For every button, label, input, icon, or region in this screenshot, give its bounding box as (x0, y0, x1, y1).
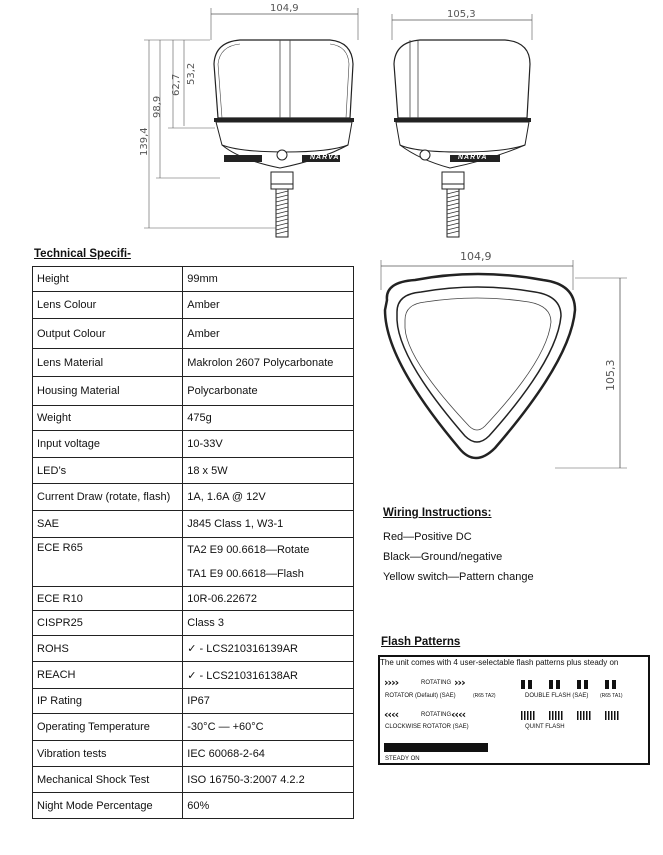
spec-value: IP67 (183, 689, 354, 714)
spec-value: 10-33V (183, 431, 354, 458)
table-row (33, 538, 354, 587)
wiring-line: Yellow switch—Pattern change (383, 571, 534, 583)
spec-value: Makrolon 2607 Polycarbonate (183, 349, 354, 377)
spec-label: IP Rating (33, 689, 183, 714)
rotator-code: (R65 TA2) (473, 693, 496, 699)
table-row (33, 511, 354, 538)
double-flash-label: DOUBLE FLASH (SAE) (525, 693, 589, 699)
flash-heading: Flash Patterns (381, 636, 461, 648)
spec-value: 60% (183, 793, 354, 819)
table-row (33, 662, 354, 689)
table-row (33, 406, 354, 431)
spec-value: Polycarbonate (183, 377, 354, 406)
spec-label: CISPR25 (33, 611, 183, 636)
cw-label: CLOCKWISE ROTATOR (SAE) (385, 724, 469, 730)
table-row (33, 431, 354, 458)
brand-logo-side: NARVA (310, 154, 340, 161)
cw-arrows-left: ‹‹‹‹ (384, 708, 399, 721)
double-flash-code: (R65 TA1) (600, 693, 623, 699)
brand-logo-front: NARVA (458, 154, 488, 161)
table-row (33, 793, 354, 819)
top-width-dimension: 104,9 (460, 250, 492, 263)
spec-value: 10R-06.22672 (183, 587, 354, 611)
cw-word: ROTATING (421, 712, 452, 718)
spec-label: Lens Colour (33, 292, 183, 319)
rotator-label: ROTATOR (Default) (SAE) (385, 693, 456, 699)
table-row (33, 611, 354, 636)
wiring-line: Black—Ground/negative (383, 551, 503, 563)
table-row (33, 587, 354, 611)
spec-value: 1A, 1.6A @ 12V (183, 484, 354, 511)
spec-label: ECE R65 (33, 538, 183, 587)
spec-label: Mechanical Shock Test (33, 767, 183, 793)
table-row (33, 714, 354, 741)
spec-label: Vibration tests (33, 741, 183, 767)
table-row (33, 349, 354, 377)
front-width-dimension: 105,3 (447, 9, 476, 20)
top-view-drawing (375, 250, 635, 475)
table-row (33, 319, 354, 349)
spec-table (32, 266, 354, 819)
spec-label: Output Colour (33, 319, 183, 349)
spec-value: 99mm (183, 267, 354, 292)
wiring-heading: Wiring Instructions: (383, 507, 492, 519)
table-row (33, 767, 354, 793)
flash-intro: The unit comes with 4 user-selectable flash patterns plus steady on (380, 658, 619, 667)
spec-label: Housing Material (33, 377, 183, 406)
wiring-line: Red—Positive DC (383, 531, 472, 543)
rotator-word: ROTATING (421, 680, 452, 686)
spec-label: Input voltage (33, 431, 183, 458)
side-width-dimension: 104,9 (270, 3, 299, 14)
spec-value: ISO 16750-3:2007 4.2.2 (183, 767, 354, 793)
steady-on-bar (384, 743, 488, 752)
spec-label: SAE (33, 511, 183, 538)
top-depth-dimension: 105,3 (604, 359, 617, 391)
total-height-dimension: 139,4 (139, 127, 150, 156)
spec-value: Class 3 (183, 611, 354, 636)
spec-value: 18 x 5W (183, 458, 354, 484)
quint-flash-icon (521, 711, 631, 721)
spec-value: -30°C — +60°C (183, 714, 354, 741)
rotator-arrows-left: ›››› (384, 676, 399, 689)
spec-label: REACH (33, 662, 183, 689)
spec-label: Weight (33, 406, 183, 431)
spec-label: Current Draw (rotate, flash) (33, 484, 183, 511)
spec-label: Lens Material (33, 349, 183, 377)
table-row (33, 741, 354, 767)
table-row (33, 377, 354, 406)
table-row (33, 636, 354, 662)
spec-value-line: TA1 E9 00.6618—Flash (187, 568, 304, 580)
table-row (33, 458, 354, 484)
cw-arrows-right: ‹‹‹‹ (451, 708, 466, 721)
spec-value: IEC 60068-2-64 (183, 741, 354, 767)
steady-on-label: STEADY ON (385, 756, 420, 762)
table-row (33, 292, 354, 319)
spec-label: ROHS (33, 636, 183, 662)
side-view-drawing (130, 0, 380, 245)
lens-height-dimension: 53,2 (186, 62, 197, 85)
spec-value: Amber (183, 319, 354, 349)
double-flash-icon (521, 678, 631, 690)
spec-heading: Technical Specifi- (34, 248, 131, 260)
spec-value: J845 Class 1, W3-1 (183, 511, 354, 538)
spec-label: Height (33, 267, 183, 292)
quint-flash-label: QUINT FLASH (525, 724, 565, 730)
spec-value-line: TA2 E9 00.6618—Rotate (187, 544, 310, 556)
table-row (33, 689, 354, 714)
table-row (33, 484, 354, 511)
front-view-drawing (380, 0, 540, 245)
spec-value (183, 538, 354, 587)
body-height-dimension: 98,9 (152, 95, 163, 118)
spec-value: Amber (183, 292, 354, 319)
spec-label: Night Mode Percentage (33, 793, 183, 819)
table-row (33, 267, 354, 292)
spec-label: Operating Temperature (33, 714, 183, 741)
spec-label: ECE R10 (33, 587, 183, 611)
spec-value: ✓ - LCS210316139AR (183, 636, 354, 662)
rotator-arrows-right: ››› (454, 676, 465, 689)
dome-height-dimension: 62,7 (171, 73, 182, 96)
spec-label: LED’s (33, 458, 183, 484)
spec-value: ✓ - LCS210316138AR (183, 662, 354, 689)
spec-value: 475g (183, 406, 354, 431)
